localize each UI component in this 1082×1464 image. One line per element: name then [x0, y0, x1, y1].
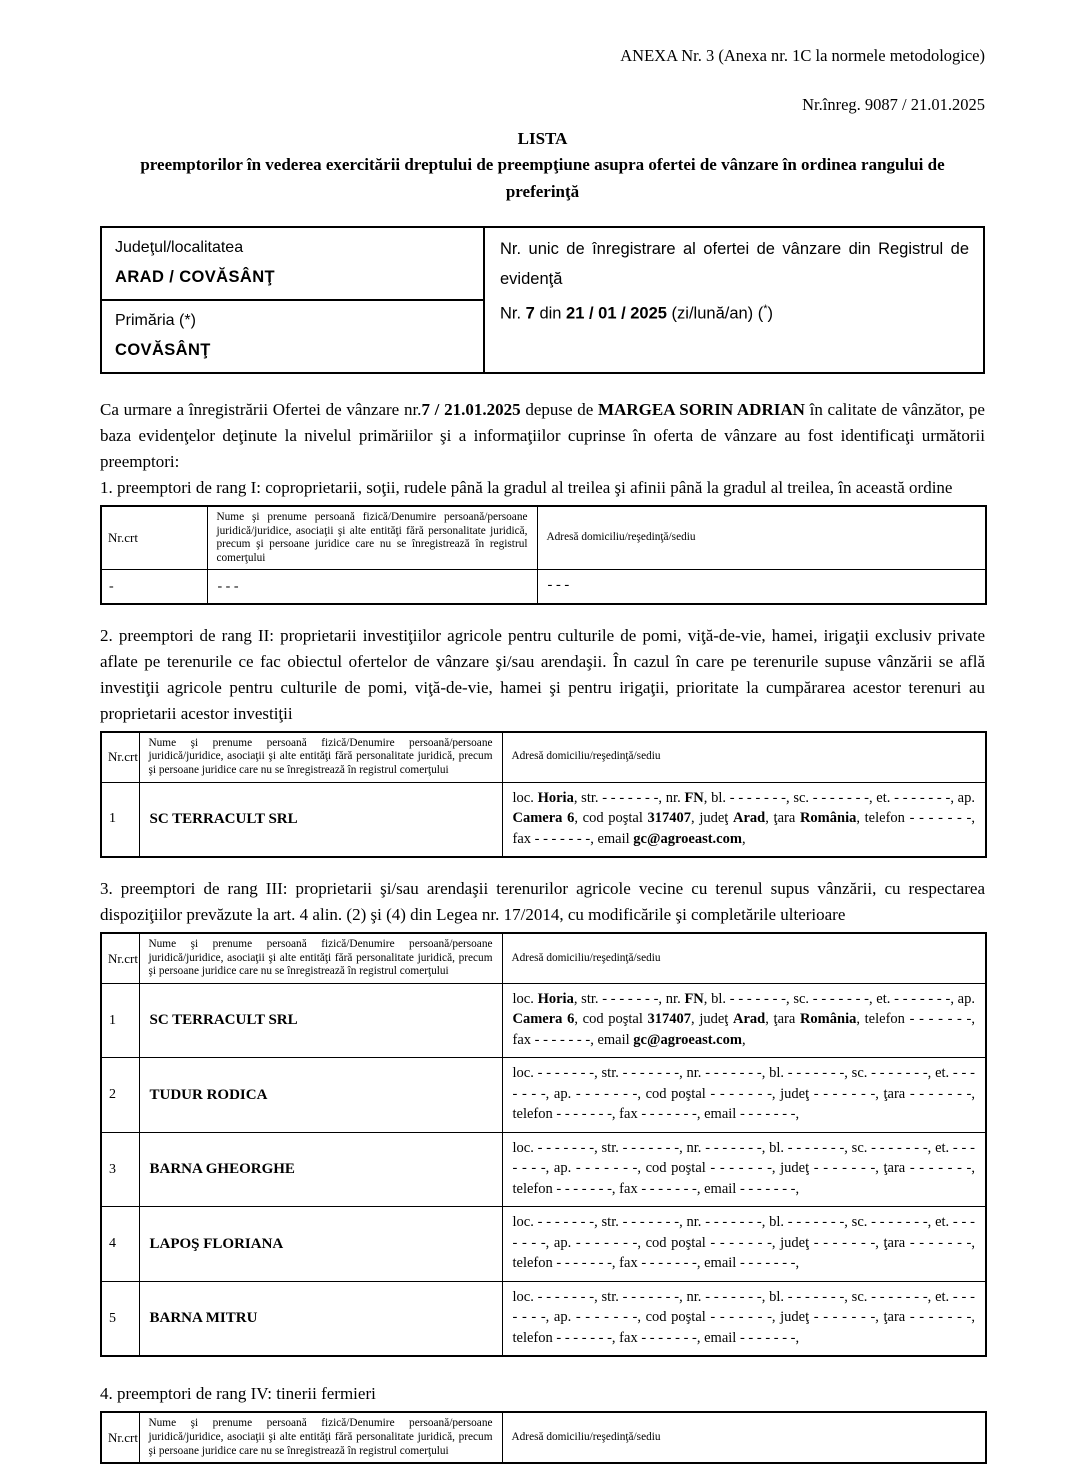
name-cell: BARNA MITRU — [139, 1281, 502, 1356]
address-cell: loc. - - - - - - -, str. - - - - - - -, nr. - - - - - - -, bl. - - - - - - -, sc. - - - - - - -, et. - - - - - - -, ap. - - - - - - -, cod poştal - - - - - - -, judeţ - - - - - - -, ţara - - - - - - -, telefon - - - - - - -, fax - - - - - - -, email - - - - - - -, — [502, 1207, 986, 1282]
table-row — [101, 1207, 986, 1282]
address-cell: - - - — [537, 570, 986, 604]
col-header-address: Adresă domiciliu/reşedinţă/sediu — [502, 933, 986, 983]
table-row — [101, 1132, 986, 1207]
section-1-heading: 1. preemptori de rang I: coproprietarii, soţii, rudele până la gradul al treilea şi afinii până la gradul al treilea, în această ordine — [100, 478, 953, 497]
table-header-row — [101, 506, 986, 570]
col-header-nr: Nr.crt — [101, 1412, 139, 1463]
primaria-label: Primăria (*) — [115, 312, 196, 329]
row-number-cell: 5 — [101, 1281, 139, 1356]
county-cell — [101, 227, 484, 300]
address-cell: loc. Horia, str. - - - - - - -, nr. FN, bl. - - - - - - -, sc. - - - - - - -, et. - - - - - - -, ap. Camera 6, cod poştal 317407, judeţ Arad, ţara România, telefon - - - - - - -, fax - - - - - - -, email gc@agroeast.com, — [502, 983, 986, 1058]
table-row — [101, 570, 986, 604]
col-header-nr: Nr.crt — [101, 933, 139, 983]
unique-registration-cell — [484, 227, 984, 373]
table-row — [101, 1058, 986, 1133]
table-header-row — [101, 732, 986, 782]
col-header-nr: Nr.crt — [101, 506, 207, 570]
name-cell: BARNA GHEORGHE — [139, 1132, 502, 1207]
rank-2-table — [100, 731, 987, 858]
rank-1-table — [100, 505, 987, 605]
col-header-nr: Nr.crt — [101, 732, 139, 782]
col-header-address: Adresă domiciliu/reşedinţă/sediu — [502, 1412, 986, 1463]
intro-paragraph: Ca urmare a înregistrării Ofertei de vânzare nr.7 / 21.01.2025 depuse de MARGEA SORIN ADRIAN în calitate de vânzător, pe baza evidenţelor deţinute la nivelul primăriilor şi a informaţiilor cuprinse în oferta de vânzare au fost identificaţi următorii preemptori: — [100, 400, 985, 471]
address-cell: loc. - - - - - - -, str. - - - - - - -, nr. - - - - - - -, bl. - - - - - - -, sc. - - - - - - -, et. - - - - - - -, ap. - - - - - - -, cod poştal - - - - - - -, judeţ - - - - - - -, ţara - - - - - - -, telefon - - - - - - -, fax - - - - - - -, email - - - - - - -, — [502, 1132, 986, 1207]
col-header-address: Adresă domiciliu/reşedinţă/sediu — [537, 506, 986, 570]
col-header-name: Nume şi prenume persoană fizică/Denumire persoană/persoane juridică/juridice, asociaţii şi alte entităţi fără personalitate juridică, precum şi persoane juridice care nu se înregistrează în registrul comerţului — [207, 506, 537, 570]
name-cell: SC TERRACULT SRL — [139, 782, 502, 857]
col-header-address: Adresă domiciliu/reşedinţă/sediu — [502, 732, 986, 782]
row-number-cell: - — [101, 570, 207, 604]
document-title: LISTA — [517, 129, 568, 148]
section-3-heading: 3. preemptori de rang III: proprietarii şi/sau arendaşii terenurilor agricole vecine cu terenul supus vânzării, cu respectarea dispoziţiilor prevăzute la art. 4 alin. (2) şi (4) din Legea nr. 17/2014, cu modificările şi completările ulterioare — [100, 879, 985, 925]
table-row — [101, 983, 986, 1058]
table-row — [101, 782, 986, 857]
section-4-heading: 4. preemptori de rang IV: tinerii fermieri — [100, 1384, 376, 1404]
registration-number-value: Nr. 7 din 21 / 01 / 2025 (zi/lună/an) (*) — [500, 303, 774, 323]
row-number-cell: 1 — [101, 983, 139, 1058]
primaria-cell — [101, 300, 484, 373]
col-header-name: Nume şi prenume persoană fizică/Denumire persoană/persoane juridică/juridice, asociaţii şi alte entităţi fără personalitate juridică, precum şi persoane juridice care nu se înregistrează în registrul comerţului — [139, 1412, 502, 1463]
name-cell: TUDUR RODICA — [139, 1058, 502, 1133]
rank-3-table — [100, 932, 987, 1357]
registration-line: Nr.înreg. 9087 / 21.01.2025 — [802, 95, 985, 114]
anexa-heading: ANEXA Nr. 3 (Anexa nr. 1C la normele metodologice) — [620, 46, 985, 65]
address-cell: loc. - - - - - - -, str. - - - - - - -, nr. - - - - - - -, bl. - - - - - - -, sc. - - - - - - -, et. - - - - - - -, ap. - - - - - - -, cod poştal - - - - - - -, judeţ - - - - - - -, ţara - - - - - - -, telefon - - - - - - -, fax - - - - - - -, email - - - - - - -, — [502, 1058, 986, 1133]
row-number-cell: 2 — [101, 1058, 139, 1133]
row-number-cell: 1 — [101, 782, 139, 857]
unique-registration-text: Nr. unic de înregistrare al ofertei de vânzare din Registrul de evidenţă — [500, 240, 969, 288]
table-row — [101, 227, 984, 300]
rank-4-table — [100, 1411, 987, 1464]
registration-table — [100, 226, 985, 374]
row-number-cell: 4 — [101, 1207, 139, 1282]
county-value: ARAD / COVĂSÂNŢ — [115, 268, 276, 286]
section-2-heading: 2. preemptori de rang II: proprietarii investiţiilor agricole pentru culturile de pomi, viţă-de-vie, hamei, irigaţii exclusiv private aflate pe terenurile ce fac obiectul ofertelor de vânzare şi/sau arendaşii. În cazul în care pe terenurile supuse vânzării se află investiţii agricole pentru culturile de pomi, viţă-de-vie, hamei şi pentru irigaţii, prioritate la cumpărarea acestor terenuri au proprietarii acestor investiţii — [100, 625, 985, 723]
table-header-row — [101, 1412, 986, 1463]
address-cell: loc. - - - - - - -, str. - - - - - - -, nr. - - - - - - -, bl. - - - - - - -, sc. - - - - - - -, et. - - - - - - -, ap. - - - - - - -, cod poştal - - - - - - -, judeţ - - - - - - -, ţara - - - - - - -, telefon - - - - - - -, fax - - - - - - -, email - - - - - - -, — [502, 1281, 986, 1356]
address-cell: loc. Horia, str. - - - - - - -, nr. FN, bl. - - - - - - -, sc. - - - - - - -, et. - - - - - - -, ap. Camera 6, cod poştal 317407, judeţ Arad, ţara România, telefon - - - - - - -, fax - - - - - - -, email gc@agroeast.com, — [502, 782, 986, 857]
col-header-name: Nume şi prenume persoană fizică/Denumire persoană/persoane juridică/juridice, asociaţii şi alte entităţi fără personalitate juridică, precum şi persoane juridice care nu se înregistrează în registrul comerţului — [139, 933, 502, 983]
county-label: Judeţul/localitatea — [115, 239, 244, 256]
name-cell: SC TERRACULT SRL — [139, 983, 502, 1058]
table-row — [101, 1281, 986, 1356]
name-cell: - - - — [207, 570, 537, 604]
name-cell: LAPOŞ FLORIANA — [139, 1207, 502, 1282]
document-subtitle: preemptorilor în vederea exercitării dreptului de preempţiune asupra ofertei de vânzare în ordinea rangului de preferinţă — [140, 155, 945, 201]
table-header-row — [101, 933, 986, 983]
row-number-cell: 3 — [101, 1132, 139, 1207]
primaria-value: COVĂSÂNŢ — [115, 341, 211, 359]
col-header-name: Nume şi prenume persoană fizică/Denumire persoană/persoane juridică/juridice, asociaţii şi alte entităţi fără personalitate juridică, precum şi persoane juridice care nu se înregistrează în registrul comerţului — [139, 732, 502, 782]
